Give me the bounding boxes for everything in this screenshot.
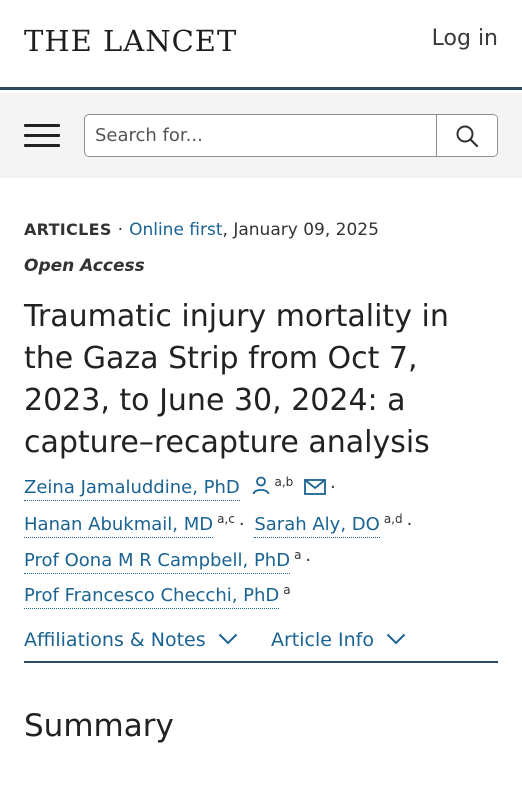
article-meta bbox=[24, 220, 379, 240]
author-link[interactable]: Sarah Aly, DO bbox=[254, 514, 379, 538]
search-button[interactable] bbox=[436, 115, 497, 156]
search-bar bbox=[0, 93, 522, 178]
author-link[interactable]: Prof Oona M R Campbell, PhD bbox=[24, 550, 290, 574]
author-link[interactable]: Prof Francesco Checchi, PhD bbox=[24, 585, 279, 609]
article-info-toggle[interactable] bbox=[271, 629, 406, 651]
article-type: ARTICLES bbox=[24, 220, 112, 239]
article-info-label: Article Info bbox=[271, 629, 374, 651]
author-line bbox=[24, 475, 340, 498]
chevron-down-icon bbox=[218, 633, 238, 645]
author-separator: · bbox=[305, 550, 312, 571]
author-affiliation: a bbox=[283, 583, 291, 597]
publication-date: , January 09, 2025 bbox=[222, 220, 379, 240]
author-affiliation: a,d bbox=[383, 512, 403, 526]
article-title: Traumatic injury mortality in the Gaza Strip from Oct 7, 2023, to June 30, 2024: a capture–recapture analysis bbox=[24, 299, 449, 460]
person-icon[interactable] bbox=[251, 475, 271, 495]
author-affiliation: a,b bbox=[274, 475, 294, 489]
author-line bbox=[24, 512, 416, 535]
author-separator: · bbox=[330, 477, 336, 498]
author-line bbox=[24, 548, 315, 571]
open-access-label: Open Access bbox=[24, 256, 145, 276]
menu-bar-line bbox=[24, 134, 60, 137]
lancet-logo[interactable]: THE LANCET bbox=[24, 24, 238, 58]
author-separator: · bbox=[238, 514, 245, 535]
article-toggles bbox=[24, 627, 498, 663]
author-line bbox=[24, 583, 291, 606]
online-first-link[interactable]: Online first bbox=[129, 220, 223, 240]
author-link[interactable]: Zeina Jamaluddine, PhD bbox=[24, 477, 240, 501]
login-link[interactable]: Log in bbox=[431, 26, 498, 51]
author-affiliation: a bbox=[294, 548, 302, 562]
summary-heading: Summary bbox=[24, 708, 174, 744]
author-link[interactable]: Hanan Abukmail, MD bbox=[24, 514, 213, 538]
menu-bar-line bbox=[24, 144, 60, 147]
menu-bar-line bbox=[24, 124, 60, 127]
affiliations-notes-label: Affiliations & Notes bbox=[24, 629, 206, 651]
search-input[interactable] bbox=[85, 115, 437, 156]
search-box bbox=[84, 114, 498, 157]
hamburger-icon[interactable] bbox=[24, 124, 60, 148]
chevron-down-icon bbox=[386, 633, 406, 645]
affiliations-notes-toggle[interactable] bbox=[24, 629, 238, 651]
search-icon bbox=[455, 124, 479, 148]
site-header bbox=[0, 0, 522, 90]
meta-separator: · bbox=[117, 220, 124, 240]
author-affiliation: a,c bbox=[217, 512, 235, 526]
author-separator: · bbox=[406, 514, 413, 535]
mail-icon[interactable] bbox=[304, 479, 326, 495]
